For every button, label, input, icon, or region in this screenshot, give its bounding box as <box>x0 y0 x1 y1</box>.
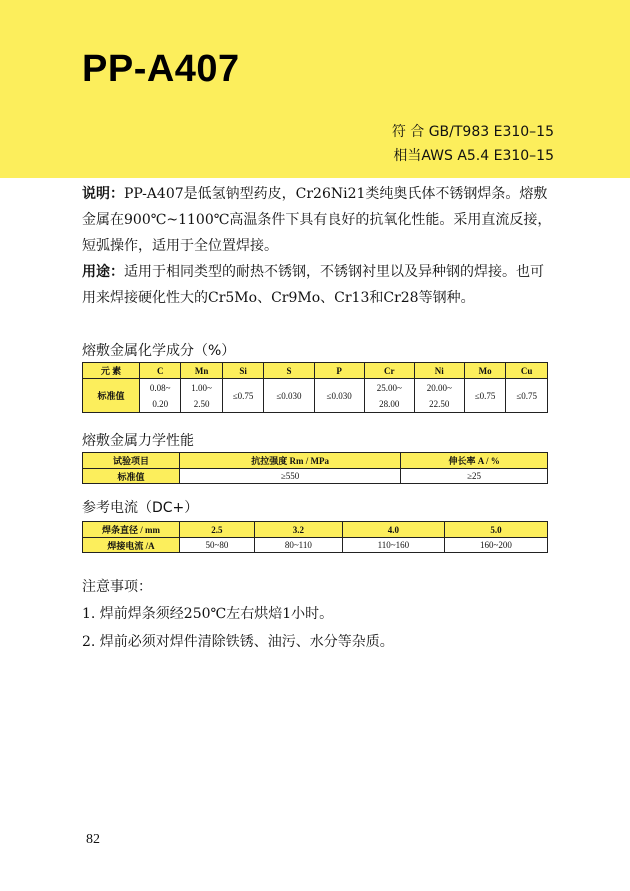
mech-header-cell: 试验项目 <box>83 453 180 469</box>
mech-value-row <box>83 469 548 484</box>
mech-header-row <box>83 453 548 469</box>
value-line: 0.20 <box>152 398 169 409</box>
mech-value-cell: ≥550 <box>180 469 401 484</box>
note-item: 1. 焊前焊条须经250℃左右烘焙1小时。 <box>82 606 334 622</box>
standard-line-2: 相当AWS A5.4 E310–15 <box>393 148 554 164</box>
value-line: 20.00~ <box>426 382 452 393</box>
chem-header-cell: Mo <box>464 363 506 379</box>
chem-value-row <box>83 379 548 413</box>
mech-header-cell: 抗拉强度 Rm / MPa <box>180 453 401 469</box>
chem-table <box>82 362 548 413</box>
value-line: 1.00~ <box>191 382 212 393</box>
diameter-cell: 2.5 <box>180 522 255 538</box>
chem-header-cell: Mn <box>181 363 222 379</box>
chem-header-cell: 元 素 <box>83 363 140 379</box>
note-item: 2. 焊前必须对焊件清除铁锈、油污、水分等杂质。 <box>82 634 394 650</box>
diameter-row <box>83 522 548 538</box>
usage-paragraph <box>82 259 556 311</box>
usage-text: 适用于相同类型的耐热不锈钢，不锈钢衬里以及异种钢的焊接。也可用来焊接硬化性大的Cr5Mo、Cr9Mo、Cr13和Cr28等钢种。 <box>82 264 544 306</box>
chem-value-cell <box>181 379 222 413</box>
value-line: 22.50 <box>429 398 450 409</box>
mech-header-cell: 伸长率 A / % <box>401 453 548 469</box>
chem-header-row <box>83 363 548 379</box>
description-text: PP-A407是低氢钠型药皮，Cr26Ni21类纯奥氏体不锈钢焊条。熔敷金属在900℃~1100℃高温条件下具有良好的抗氧化性能。采用直流反接，短弧操作，适用于全位置焊接。 <box>82 186 552 254</box>
current-table <box>82 521 548 553</box>
chem-value-cell: ≤0.75 <box>222 379 264 413</box>
value-line: 25.00~ <box>376 382 402 393</box>
chem-header-cell: S <box>264 363 314 379</box>
value-line: 28.00 <box>379 398 400 409</box>
chem-value-cell: ≤0.030 <box>314 379 364 413</box>
description-label: 说明： <box>82 186 124 202</box>
current-row <box>83 538 548 553</box>
usage-label: 用途： <box>82 264 124 280</box>
current-cell: 50~80 <box>180 538 255 553</box>
mech-value-cell: ≥25 <box>401 469 548 484</box>
description-paragraph <box>82 181 556 259</box>
current-cell: 80~110 <box>254 538 342 553</box>
notes-title: 注意事项： <box>82 579 152 595</box>
current-cell: 160~200 <box>444 538 547 553</box>
chem-value-cell: ≤0.030 <box>264 379 314 413</box>
chem-header-cell: Cu <box>506 363 548 379</box>
current-label: 焊接电流 /A <box>83 538 180 553</box>
chem-row-label: 标准值 <box>83 379 140 413</box>
chem-header-cell: Si <box>222 363 264 379</box>
product-title: PP-A407 <box>82 48 240 90</box>
current-section-title: 参考电流（DC+） <box>82 500 199 516</box>
standard-line-1: 符 合 GB/T983 E310–15 <box>391 124 554 140</box>
mech-row-label: 标准值 <box>83 469 180 484</box>
chem-value-cell <box>414 379 464 413</box>
chem-value-cell: ≤0.75 <box>506 379 548 413</box>
diameter-cell: 5.0 <box>444 522 547 538</box>
current-cell: 110~160 <box>342 538 444 553</box>
chem-section-title: 熔敷金属化学成分（%） <box>82 343 236 359</box>
value-line: 2.50 <box>193 398 210 409</box>
chem-header-cell: Ni <box>414 363 464 379</box>
chem-header-cell: P <box>314 363 364 379</box>
chem-value-cell: ≤0.75 <box>464 379 506 413</box>
mech-table <box>82 452 548 484</box>
chem-value-cell <box>364 379 414 413</box>
chem-value-cell <box>140 379 181 413</box>
diameter-cell: 4.0 <box>342 522 444 538</box>
diameter-cell: 3.2 <box>254 522 342 538</box>
value-line: 0.08~ <box>149 382 171 393</box>
mech-section-title: 熔敷金属力学性能 <box>82 433 194 449</box>
chem-header-cell: C <box>140 363 181 379</box>
diameter-label: 焊条直径 / mm <box>83 522 180 538</box>
page-number: 82 <box>86 832 100 847</box>
chem-header-cell: Cr <box>364 363 414 379</box>
